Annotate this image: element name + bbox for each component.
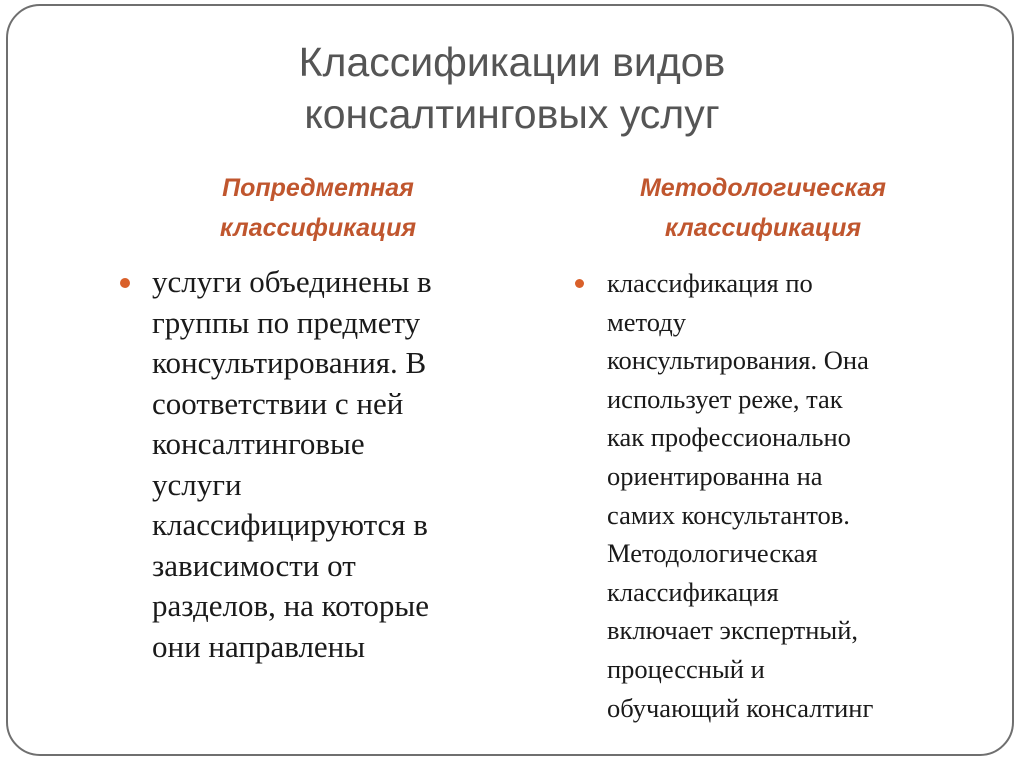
title-line: консалтинговых услуг [304, 91, 720, 137]
bullet-line: классификация по [607, 268, 813, 298]
title-line: Классификации видов [298, 39, 726, 85]
bullet-line: группы по предмету [152, 304, 421, 340]
bullet-line: классифицируются в [152, 507, 428, 542]
bullet-line: классификация [607, 576, 779, 607]
bullet-dot-icon [120, 278, 130, 288]
bullet-line: как профессионально [607, 422, 851, 453]
bullet-line: консультирования. В [152, 345, 427, 380]
bullet-line: процессный и [607, 653, 765, 684]
bullet-line: услуги [152, 466, 242, 502]
bullet-dot-icon [575, 279, 584, 288]
right-column-heading [578, 168, 948, 248]
bullet-line: консалтинговые [152, 426, 365, 461]
bullet-line: консультирования. Она [607, 345, 869, 376]
bullet-line: включает экспертный, [607, 615, 859, 646]
bullet-line: разделов, на которые [152, 588, 429, 623]
heading-line: Попредметная [222, 174, 414, 202]
bullet-line: они направлены [152, 628, 366, 664]
bullet-line: зависимости от [152, 547, 356, 583]
bullet-line: обучающий консалтинг [607, 692, 874, 723]
slide-frame [6, 4, 1014, 756]
bullet-line: использует реже, так [607, 383, 843, 414]
bullet-line: услуги объединены в [152, 264, 432, 299]
bullet-line: самих консультантов. [607, 499, 850, 530]
bullet-line: соответствии с ней [152, 385, 404, 421]
bullet-line: методу [607, 306, 686, 337]
heading-line: классификация [219, 214, 417, 242]
bullet-line: ориентированна на [607, 460, 823, 491]
heading-line: Методологическая [639, 174, 887, 202]
slide-title [8, 36, 1016, 140]
left-bullet-text [152, 262, 432, 667]
left-column-heading [138, 168, 498, 248]
heading-line: классификация [664, 214, 862, 242]
right-bullet-text [607, 264, 873, 727]
bullet-line: Методологическая [607, 538, 818, 569]
